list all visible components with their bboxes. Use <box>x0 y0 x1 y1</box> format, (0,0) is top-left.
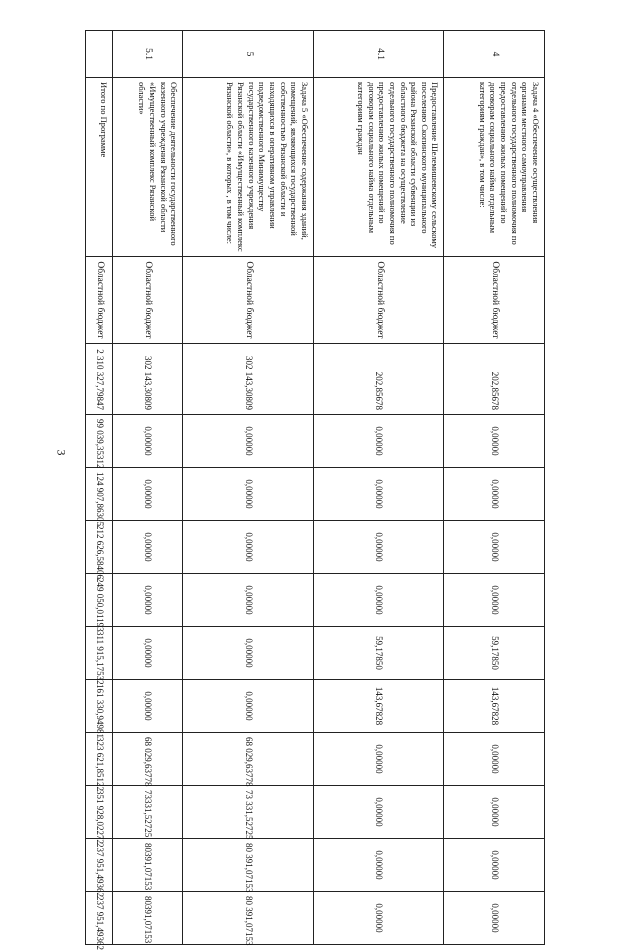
row-description-cell: Задача 5 «Обеспечение содержания зданий, помещений, являющихся государственной собственностью Рязанской области и находящихся в оперативном управлении подведомственного Минимуществу государственного казенного учреждения Рязанской области «Имущественный комплекс Рязанской области», в которых , в том числе: <box>183 78 314 257</box>
yearly-amount-cell: 68 029,63778 <box>112 733 182 786</box>
yearly-amount-cell: 99 039,35312 <box>86 415 113 468</box>
yearly-amount-cell: 0,00000 <box>112 574 182 627</box>
budget-table-rotated <box>85 30 545 950</box>
yearly-amount-cell: 0,00000 <box>444 415 545 468</box>
table-row <box>112 31 182 945</box>
yearly-amount-cell: 0,00000 <box>444 839 545 892</box>
yearly-amount-cell: 323 621,85122 <box>86 733 113 786</box>
total-amount-cell: 202,85678 <box>313 344 444 415</box>
table-row <box>183 31 314 945</box>
budget-table <box>85 30 545 950</box>
yearly-amount-cell: 351 928,02272 <box>86 786 113 839</box>
yearly-amount-cell: 0,00000 <box>112 521 182 574</box>
yearly-amount-cell: 0,00000 <box>313 839 444 892</box>
yearly-amount-cell: 0,00000 <box>313 521 444 574</box>
yearly-amount-cell: 311 915,17532 <box>86 627 113 680</box>
funding-source-cell: Областной бюджет <box>444 257 545 344</box>
yearly-amount-cell: 0,00000 <box>444 892 545 945</box>
yearly-amount-cell: 0,00000 <box>444 733 545 786</box>
funding-source-cell: Областной бюджет <box>112 257 182 344</box>
total-amount-cell: 2 310 327,79847 <box>86 344 113 415</box>
yearly-amount-cell: 143,67828 <box>444 680 545 733</box>
yearly-amount-cell: 0,00000 <box>183 627 314 680</box>
yearly-amount-cell: 124 907,86305 <box>86 468 113 521</box>
yearly-amount-cell: 0,00000 <box>313 892 444 945</box>
yearly-amount-cell: 59,17850 <box>313 627 444 680</box>
yearly-amount-cell: 80 391,07153 <box>183 839 314 892</box>
yearly-amount-cell: 0,00000 <box>183 415 314 468</box>
yearly-amount-cell: 161 330,94981 <box>86 680 113 733</box>
yearly-amount-cell: 0,00000 <box>313 468 444 521</box>
yearly-amount-cell: 80391,07153 <box>112 892 182 945</box>
table-row <box>313 31 444 945</box>
page-number: 3 <box>54 449 69 456</box>
row-number-cell: 5.1 <box>112 31 182 78</box>
yearly-amount-cell: 0,00000 <box>313 786 444 839</box>
row-number-cell: 5 <box>183 31 314 78</box>
yearly-amount-cell: 68 029,63778 <box>183 733 314 786</box>
row-number-cell <box>86 31 113 78</box>
yearly-amount-cell: 73 331,52725 <box>183 786 314 839</box>
yearly-amount-cell: 143,67828 <box>313 680 444 733</box>
row-description-cell: Предоставление Шелемишевскому сельскому поселению Скопинского муниципального района Рязанской области субвенции из областного бюджета на осуществление отдельного государственного полномочия по предоставлению жилых помещений по договорам социального найма отдельным категориям граждан <box>313 78 444 257</box>
yearly-amount-cell: 0,00000 <box>444 786 545 839</box>
yearly-amount-cell: 0,00000 <box>444 468 545 521</box>
row-description-cell: Итого по Программе <box>86 78 113 257</box>
total-amount-cell: 302 143,30809 <box>183 344 314 415</box>
yearly-amount-cell: 0,00000 <box>313 733 444 786</box>
yearly-amount-cell: 212 626,58406 <box>86 521 113 574</box>
yearly-amount-cell: 0,00000 <box>112 468 182 521</box>
funding-source-cell: Областной бюджет <box>86 257 113 344</box>
yearly-amount-cell: 0,00000 <box>444 574 545 627</box>
total-amount-cell: 202,85678 <box>444 344 545 415</box>
yearly-amount-cell: 249 050,01193 <box>86 574 113 627</box>
yearly-amount-cell: 0,00000 <box>112 415 182 468</box>
yearly-amount-cell: 0,00000 <box>183 521 314 574</box>
total-amount-cell: 302 143,30809 <box>112 344 182 415</box>
row-description-cell: Задача 4 «Обеспечение осуществления органами местного самоуправления отдельного государственного полномочия по предоставлению жилых помещений по договорам социального найма отдельным категориям граждан», в том числе: <box>444 78 545 257</box>
yearly-amount-cell: 237 951,49362 <box>86 892 113 945</box>
yearly-amount-cell: 0,00000 <box>313 574 444 627</box>
funding-source-cell: Областной бюджет <box>313 257 444 344</box>
table-row <box>444 31 545 945</box>
yearly-amount-cell: 0,00000 <box>444 521 545 574</box>
funding-source-cell: Областной бюджет <box>183 257 314 344</box>
yearly-amount-cell: 0,00000 <box>313 415 444 468</box>
yearly-amount-cell: 80 391,07153 <box>183 892 314 945</box>
table-row <box>86 31 113 945</box>
row-number-cell: 4 <box>444 31 545 78</box>
row-number-cell: 4.1 <box>313 31 444 78</box>
yearly-amount-cell: 0,00000 <box>183 468 314 521</box>
yearly-amount-cell: 0,00000 <box>183 574 314 627</box>
yearly-amount-cell: 0,00000 <box>112 627 182 680</box>
row-description-cell: Обеспечение деятельности государственного казенного учреждения Рязанской области «Имущественный комплекс Рязанской области» <box>112 78 182 257</box>
yearly-amount-cell: 59,17850 <box>444 627 545 680</box>
yearly-amount-cell: 80391,07153 <box>112 839 182 892</box>
yearly-amount-cell: 0,00000 <box>183 680 314 733</box>
yearly-amount-cell: 73331,52725 <box>112 786 182 839</box>
yearly-amount-cell: 237 951,49362 <box>86 839 113 892</box>
budget-table-container <box>85 30 545 950</box>
yearly-amount-cell: 0,00000 <box>112 680 182 733</box>
